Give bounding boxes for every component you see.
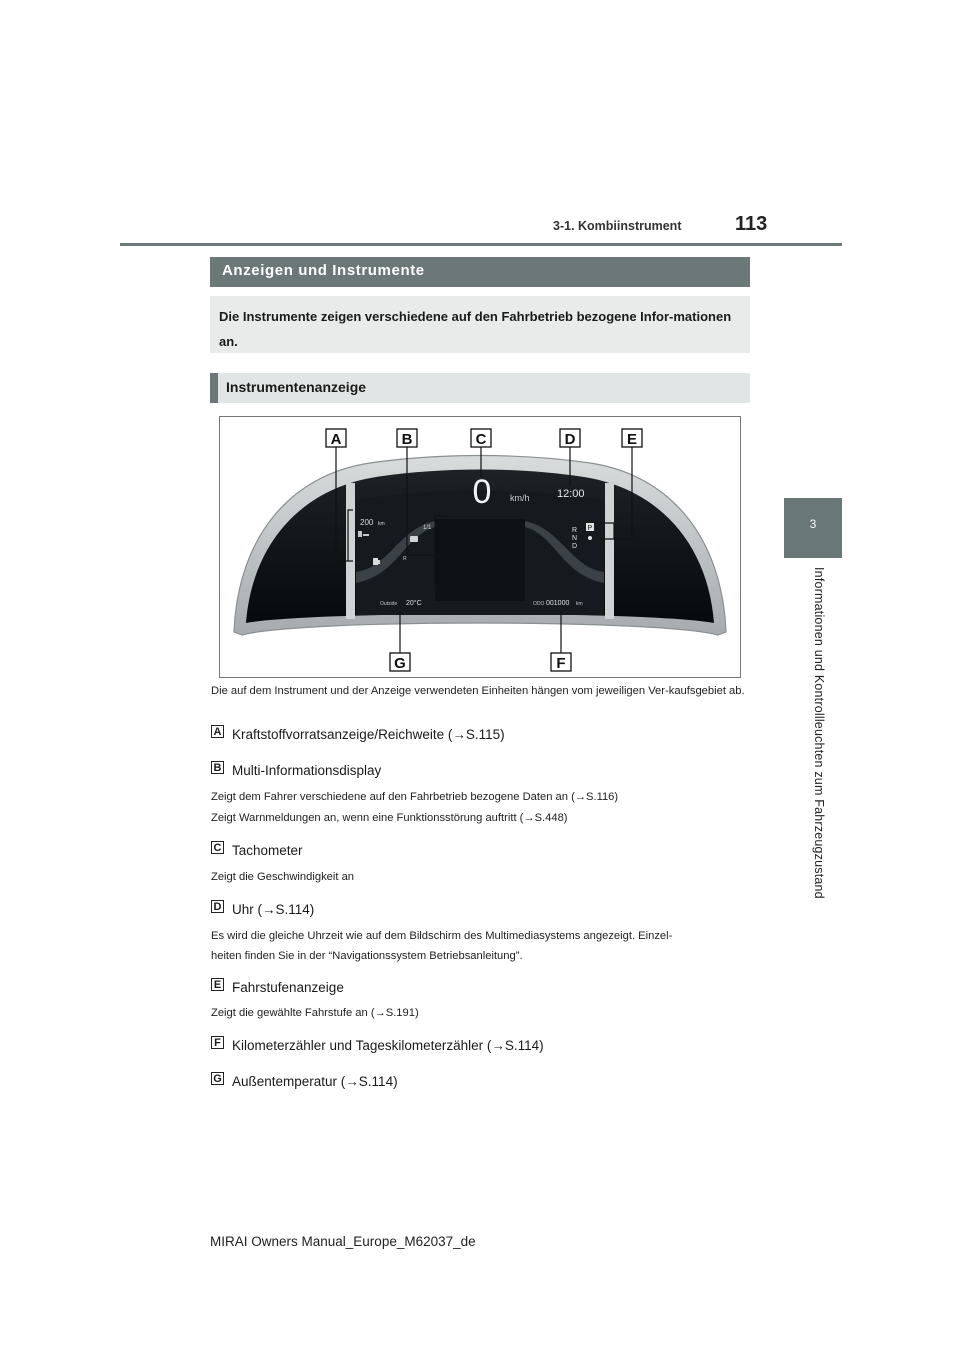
outside-label: Outside bbox=[380, 601, 398, 607]
item-desc-b-1: Zeigt dem Fahrer verschiedene auf den Fahrbetrieb bezogene Daten an (→S.116) bbox=[211, 791, 619, 803]
gear-dot bbox=[588, 536, 592, 540]
sub-heading bbox=[210, 373, 750, 403]
odo-value: 001000 bbox=[546, 600, 570, 607]
gear-letter-r: R bbox=[572, 527, 578, 534]
item-desc-b-2: Zeigt Warnmeldungen an, wenn eine Funktionsstörung auftritt (→S.448) bbox=[211, 812, 568, 824]
callout-g: G bbox=[394, 655, 406, 672]
figure-caption: Die auf dem Instrument und der Anzeige verwendeten Einheiten hängen vom jeweiligen Ver-kaufsgebiet ab. bbox=[211, 685, 745, 697]
instrument-figure bbox=[219, 416, 741, 678]
odo-unit: km bbox=[576, 601, 583, 607]
left-pillar bbox=[346, 483, 355, 619]
item-title-b: Multi-Informationsdisplay bbox=[232, 763, 382, 778]
gear-letter-p: P bbox=[587, 525, 593, 532]
reverse-mark-left: R bbox=[403, 556, 407, 562]
right-pillar bbox=[605, 483, 614, 619]
clock-readout: 12:00 bbox=[557, 488, 585, 500]
chapter-title: Informationen und Kontrollleuchten zum Fahrzeugzustand bbox=[812, 567, 826, 899]
item-label-g: G bbox=[211, 1072, 224, 1085]
range-value: 200 bbox=[360, 518, 374, 527]
chapter-number: 3 bbox=[809, 517, 817, 531]
section-header: 3-1. Kombiinstrument bbox=[553, 219, 682, 233]
item-title-g: Außentemperatur (→S.114) bbox=[232, 1074, 398, 1089]
main-heading bbox=[210, 257, 750, 287]
item-label-f: F bbox=[211, 1036, 224, 1049]
item-label-b: B bbox=[211, 761, 224, 774]
callout-d: D bbox=[564, 431, 576, 448]
item-desc-c-1: Zeigt die Geschwindigkeit an bbox=[211, 871, 355, 883]
speed-readout: 0 bbox=[472, 473, 492, 511]
page-indicator: 1/1 bbox=[423, 525, 432, 531]
sub-heading-text: Instrumentenanzeige bbox=[226, 379, 367, 395]
mid-display-icon bbox=[410, 536, 418, 542]
item-label-d: D bbox=[211, 900, 224, 913]
intro-box bbox=[210, 296, 750, 353]
callout-f: F bbox=[556, 655, 566, 672]
callout-e: E bbox=[626, 431, 638, 448]
gear-letter-d: D bbox=[572, 543, 578, 550]
item-title-c: Tachometer bbox=[232, 843, 303, 858]
item-title-e: Fahrstufenanzeige bbox=[232, 980, 344, 995]
header-rule bbox=[120, 243, 842, 246]
main-heading-text: Anzeigen und Instrumente bbox=[222, 262, 425, 279]
intro-text: Die Instrumente zeigen verschiedene auf den Fahrbetrieb bezogene Infor-mationen an. bbox=[219, 309, 732, 349]
item-label-e: E bbox=[211, 978, 224, 991]
callout-c: C bbox=[475, 431, 487, 448]
item-desc-d-2: heiten finden Sie in der “Navigationssystem Betriebsanleitung”. bbox=[211, 950, 523, 962]
item-title-f: Kilometerzähler und Tageskilometerzähler (→S.114) bbox=[232, 1038, 544, 1053]
instrument-cluster-illustration bbox=[220, 417, 740, 677]
item-desc-d-1: Es wird die gleiche Uhrzeit wie auf dem Bildschirm des Multimediasystems angezeigt. Einzel- bbox=[211, 930, 673, 942]
item-label-c: C bbox=[211, 841, 224, 854]
callout-a: A bbox=[330, 431, 342, 448]
item-label-a: A bbox=[211, 725, 224, 738]
page-number: 113 bbox=[735, 213, 768, 235]
item-title-a: Kraftstoffvorratsanzeige/Reichweite (→S.115) bbox=[232, 727, 505, 742]
speed-unit: km/h bbox=[510, 493, 530, 503]
outside-temp: 20°C bbox=[406, 600, 422, 607]
item-desc-e-1: Zeigt die gewählte Fahrstufe an (→S.191) bbox=[211, 1007, 419, 1019]
item-title-d: Uhr (→S.114) bbox=[232, 902, 315, 917]
range-unit: km bbox=[378, 521, 385, 527]
odo-label: ODO bbox=[533, 601, 545, 607]
mid-panel bbox=[435, 519, 525, 601]
gear-letter-n: N bbox=[572, 535, 578, 542]
footer: MIRAI Owners Manual_Europe_M62037_de bbox=[210, 1234, 476, 1249]
callout-b: B bbox=[401, 431, 413, 448]
